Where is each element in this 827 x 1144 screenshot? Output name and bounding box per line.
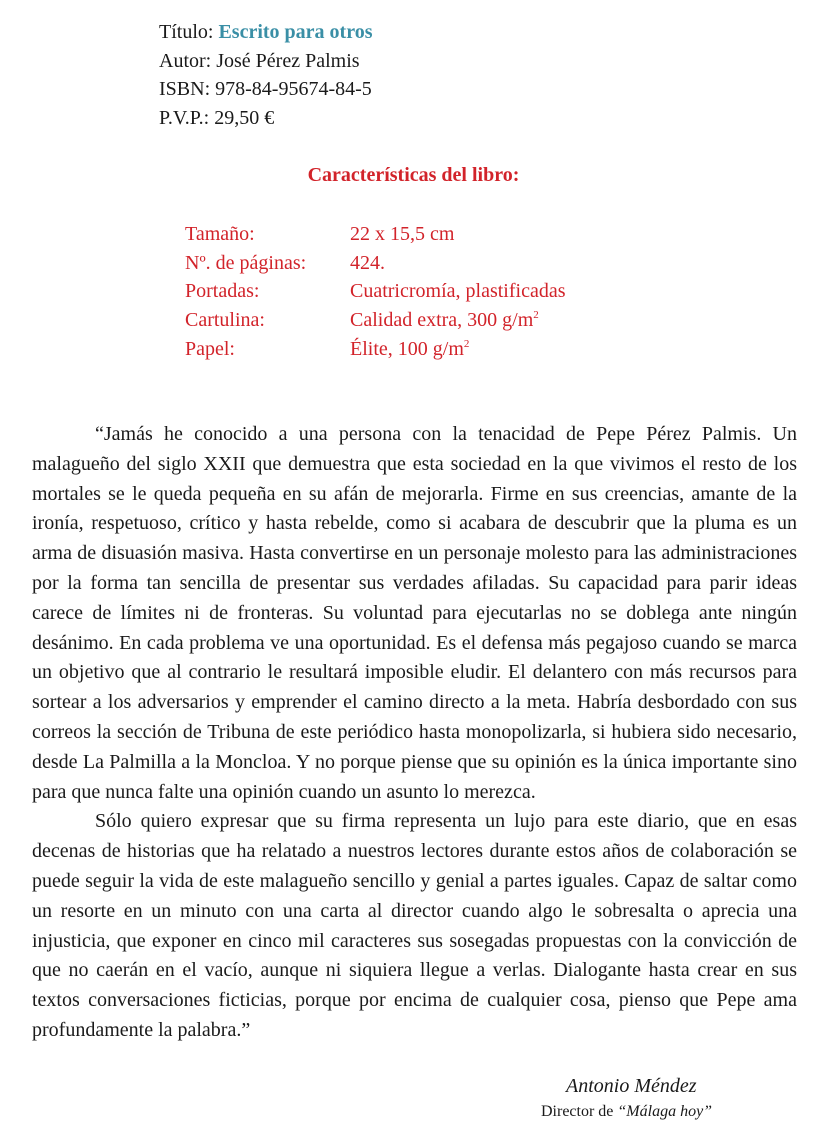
price-value: 29,50 € [214, 106, 275, 129]
features-heading: Características del libro: [307, 164, 520, 186]
price-label: P.V.P.: [159, 106, 210, 129]
author-value: José Pérez Palmis [216, 49, 360, 72]
quote-body [32, 420, 797, 1046]
spec-value: Élite, 100 $g/m^2$ [350, 337, 470, 360]
spec-row-size [185, 220, 565, 249]
spec-value: 22 x 15,5 cm [350, 223, 455, 245]
superscript: 2 [533, 309, 539, 322]
title-label: Título: [159, 21, 214, 43]
spec-label: Nº. de páginas: [185, 251, 307, 274]
spec-label: Papel: [185, 337, 235, 360]
author-label: Autor: [159, 49, 212, 72]
spec-value: Cuatricromía, plastificadas [350, 280, 566, 303]
quote-paragraph-2: Sólo quiero expresar que su firma representa un lujo para este diario, que en esas decenas de historias que ha relatado a nuestros lectores durante estos años de colaboración se puede seguir la vida de este malagueño sencillo y genial a partes iguales. Capaz de saltar como un resorte en un minuto con una carta al director cuando algo le sobresalta o aprecia una injusticia, que exponer en cinco mil caracteres sus sosegadas propuestas con la convicción de que no caerán en el vacío, aunque ni siquiera llegue a verlas. Dialogante hasta crear en sus textos conversaciones ficticias, porque por encima de cualquier cosa, pienso que Pepe ama profundamente la palabra.” [32, 810, 797, 1041]
spec-row-pages [185, 249, 565, 278]
spec-value: 424. [350, 251, 385, 274]
quote-paragraph-1: “Jamás he conocido a una persona con la tenacidad de Pepe Pérez Palmis. Un malagueño del siglo XXII que demuestra que esta sociedad en la que vivimos el resto de los mortales se le queda pequeña en su afán de mejorarla. Firme en sus creencias, amante de la ironía, respetuoso, crítico y hasta rebelde, como si acabara de descubrir que la pluma es un arma de disuasión masiva. Hasta convertirse en un personaje molesto para las administraciones por la forma tan sencilla de presentar sus verdades afiladas. Su capacidad para parir ideas carece de límites ni de fronteras. Su voluntad para ejecutarlas no se doblega ante ningún desánimo. En cada problema ve una oportunidad. Es el defensa más pegajoso cuando se marca un objetivo que al contrario le resultará imposible eludir. El delantero con más recursos para sortear a los adversarios y emprender el camino directo a la meta. Habría desbordado con sus correos la sección de Tribuna de este periódico hasta monopolizarla, si hubiera sido necesario, desde La Palmilla a la Moncloa. Y no porque piense que su opinión es la única importante sino para que nunca falte una opinión cuando un asunto lo merezca. [32, 423, 797, 803]
spec-label: Portadas: [185, 280, 260, 303]
title-line [159, 18, 373, 47]
spec-row-cardboard [185, 306, 565, 335]
publication-name: “Málaga hoy” [617, 1103, 713, 1120]
spec-row-paper [185, 335, 565, 364]
author-line [159, 47, 373, 76]
isbn-label: ISBN: [159, 78, 211, 100]
spec-row-covers [185, 277, 565, 306]
spec-label: Cartulina: [185, 309, 265, 332]
isbn-line [159, 75, 373, 104]
price-line [159, 104, 373, 133]
signature-role: Director de “Málaga hoy” [541, 1103, 713, 1120]
isbn-value: 978-84-95674-84-5 [215, 78, 372, 100]
superscript: 2 [463, 337, 470, 350]
spec-value: Calidad extra, 300 $g/m^2$ [350, 309, 539, 332]
features-table [185, 220, 565, 363]
signature-name: Antonio Méndez [566, 1075, 697, 1097]
spec-label: Tamaño: [185, 223, 255, 245]
book-meta [159, 18, 373, 132]
title-value: Escrito para otros [218, 21, 373, 43]
